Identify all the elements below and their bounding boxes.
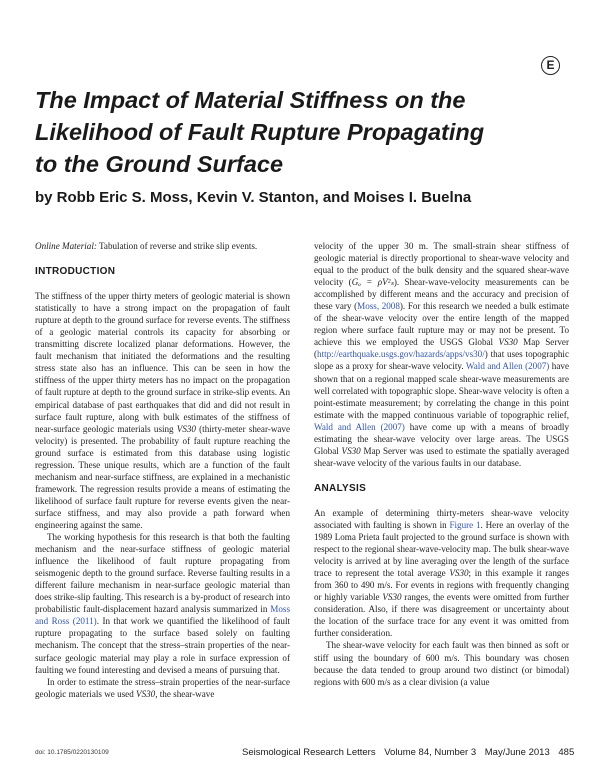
journal-name: Seismological Research Letters [242, 747, 376, 758]
stiffness-formula: Gₒ = ρV²ₛ [351, 277, 394, 288]
issue-date: May/June 2013 [484, 747, 550, 758]
journal-footer [242, 747, 580, 758]
electronic-supplement-badge: E [541, 56, 560, 75]
vs30-symbol: VS30 [382, 592, 402, 603]
vs30-symbol: VS30 [136, 688, 156, 699]
intro-paragraph-2: The working hypothesis for this research is that both the faulting mechanism and the near-surface stiffness of geologic material influence the likelihood of fault rupture propagating from seismogenic depth to the ground surface. Reverse faulting results in a different failure mechanism in near-surface geologic material than does strike-slip faulting. This research is a by-product of research into probabilistic fault-displacement hazard analysis summarized in Moss and Ross (2011). In that work we quantified the likelihood of fault rupture propagating to the surface based solely on faulting mechanism. The concept that the stress–strain properties of the near-surface geologic material may play a role in surface expression of faulting we found interesting and devised a means of pursuing that. [35, 532, 290, 675]
left-column [35, 240, 290, 700]
citation-link-moss-ross[interactable]: Moss and Ross (2011) [35, 604, 290, 627]
doi-footer: doi: 10.1785/0220130109 [35, 749, 109, 756]
analysis-heading: ANALYSIS [314, 482, 367, 494]
introduction-heading: INTRODUCTION [35, 266, 116, 278]
online-material-note [35, 240, 290, 252]
analysis-paragraph-2: The shear-wave velocity for each fault was then binned as soft or stiff using the boundary of 600 m/s. This boundary was chosen because the data tended to group around two distinct (or bimodal) regions with 600 m/s as a clear division (a value [314, 640, 569, 687]
title-line-2: Likelihood of Fault Rupture Propagating [35, 119, 485, 145]
online-material-text: Tabulation of reverse and strike slip events. [96, 241, 258, 251]
citation-link-wald-allen[interactable]: Wald and Allen (2007) [314, 421, 405, 432]
online-material-label: Online Material: [35, 241, 97, 251]
vs30-symbol: VS30 [176, 423, 196, 434]
vs30-symbol: VS30 [449, 568, 469, 579]
citation-link-moss-2008[interactable]: Moss, 2008 [357, 301, 400, 312]
vs30-symbol: VS30 [341, 445, 361, 456]
title-line-1: The Impact of Material Stiffness on the [35, 87, 466, 113]
right-paragraph-1: velocity of the upper 30 m. The small-strain shear stiffness of geologic material is directly proportional to shear-wave velocity and equal to the product of the bulk density and the squared shear-wave velocity (Gₒ = ρV²ₛ). Shear-wave-velocity measurements can be accomplished by different means and the accuracy and precision of these vary (Moss, 2008). For this research we needed a bulk estimate of the shear-wave velocity over the entire length of the mapped region where surface fault rupture may or may not be present. To achieve this we employed the USGS Global VS30 Map Server (http://earthquake.usgs.gov/hazards/apps/vs30/) that uses topographic slope as a proxy for shear-wave velocity. Wald and Allen (2007) have shown that on a regional mapped scale shear-wave measurements are well correlated with topographic slope. Shear-wave velocity is often a point-estimate measurement; by correlating the change in this point estimate with the mapped continuous variable of topographic relief, Wald and Allen (2007) have come up with a means of broadly estimating the shear-wave velocity over large areas. The USGS Global VS30 Map Server was used to estimate the spatially averaged shear-wave velocity of the various faults in our database. [314, 241, 570, 468]
intro-paragraph-3: In order to estimate the stress–strain properties of the near-surface geologic materials we used VS30, the shear-wave [35, 676, 290, 699]
page-number: 485 [558, 747, 575, 758]
analysis-paragraph-1: An example of determining thirty-meters shear-wave velocity associated with faulting is shown in Figure 1. Here an overlay of the 1989 Loma Prieta fault projected to the ground surface is shown with respect to the regional shear-wave-velocity map. The bulk shear-wave velocity is arrived at by line averaging over the length of the surface trace to represent the total average VS30; in this example it ranges from 360 to 490 m/s. For events in regions with frequently changing or highly variable VS30 ranges, the events were omitted from further consideration. Also, if there was disagreement or uncertainty about the location of the surface trace for any event it was omitted from further consideration. [314, 507, 569, 639]
citation-link-wald-allen[interactable]: Wald and Allen (2007) [465, 361, 550, 372]
volume-number: Volume 84, Number 3 [384, 747, 477, 758]
intro-paragraph-1: The stiffness of the upper thirty meters of geologic material is shown statistically to have a strong impact on the propagation of fault rupture at depth to the ground surface for reverse events. The stiffness of a geologic material controls its capacity for absorbing or transmitting discrete localized planar deformations. However, the fault mechanism that initiated the deformations and the resulting stress state also has an influence. This can be seen in how the stiffness of the upper thirty meters has no impact on the propagation of fault rupture at depth to the ground surface in strike-slip events. An empirical database of past earthquakes that did and did not result in surface fault rupture, along with bulk estimates of the stiffness of near-surface geologic materials using VS30 (thirty-meter shear-wave velocity) is presented. The probability of fault rupture reaching the ground surface is estimated from this database using logistic regression. These unique results, which are a function of the fault mechanism and near-surface stiffness, are explained in a mechanistic framework. The regression results provide a means of estimating the likelihood of surface fault rupture for reverse events given the near-surface stiffness, and may also provide a path forward when engineering against the same. [35, 291, 291, 530]
right-column [314, 240, 569, 688]
article-title [35, 84, 555, 180]
authors-line: by Robb Eric S. Moss, Kevin V. Stanton, and Moises I. Buelna [35, 189, 472, 206]
figure-1-link[interactable]: Figure 1 [449, 519, 481, 530]
title-line-3: to the Ground Surface [35, 151, 284, 177]
usgs-vs30-url-link[interactable]: http://earthquake.usgs.gov/hazards/apps/vs30/ [317, 349, 485, 360]
vs30-symbol: VS30 [498, 337, 518, 348]
